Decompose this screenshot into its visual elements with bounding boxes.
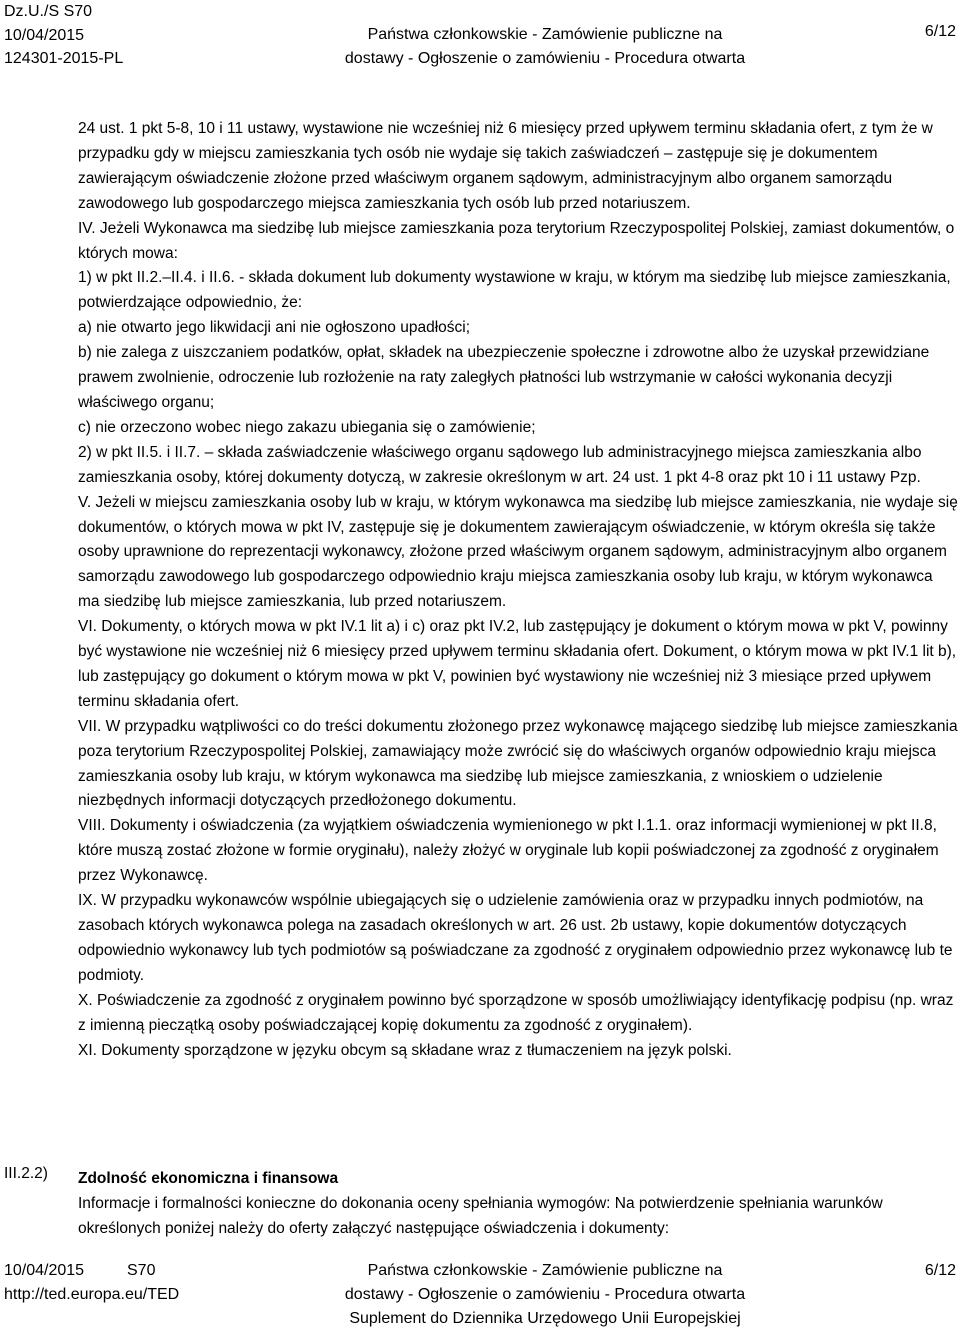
footer-series: S70 xyxy=(127,1262,156,1279)
header-title-line1: Państwa członkowskie - Zamówienie publiczne na xyxy=(367,26,723,43)
footer-title-line1: Państwa członkowskie - Zamówienie publiczne na xyxy=(367,1262,723,1279)
paragraph: a) nie otwarto jego likwidacji ani nie ogłoszono upadłości; xyxy=(78,319,471,337)
journal-ref: Dz.U./S S70 xyxy=(4,3,93,20)
paragraph: 2) w pkt II.5. i II.7. – składa zaświadczenie właściwego organu sądowego lub administracyjnego miejsca zamieszkania albo zamieszkania osoby, której dokumenty dotyczą, w zakresie określonym w art. 24 ust. 1 pkt 4-8 oraz pkt 10 i 11 ustawy Pzp. xyxy=(78,443,922,486)
page-header xyxy=(0,0,960,80)
page-footer xyxy=(0,1262,960,1334)
footer-page-number: 6/12 xyxy=(924,1262,956,1279)
paragraph: 1) w pkt II.2.–II.4. i II.6. - składa dokument lub dokumenty wystawione w kraju, w którym ma siedzibę lub miejsce zamieszkania, potwierdzające odpowiednio, że: xyxy=(78,269,951,312)
paragraph: XI. Dokumenty sporządzone w języku obcym są składane wraz z tłumaczeniem na język polski. xyxy=(78,1041,732,1059)
footer-url: http://ted.europa.eu/TED xyxy=(4,1286,180,1303)
paragraph: X. Poświadczenie za zgodność z oryginałem powinno być sporządzone w sposób umożliwiający identyfikację podpisu (np. wraz z imienną pieczątką osoby poświadczającej kopię dokumentu za zgodność z oryginałem). xyxy=(78,991,954,1034)
paragraph: VII. W przypadku wątpliwości co do treści dokumentu złożonego przez wykonawcę mającego siedzibę lub miejsce zamieszkania poza terytorium Rzeczypospolitej Polskiej, zamawiający może zwrócić się do właściwych organów odpowiednio kraju miejsca zamieszkania osoby lub kraju, w którym wykonawca ma siedzibę lub miejsce zamieszkania, z wnioskiem o udzielenie niezbędnych informacji dotyczących przedłożonego dokumentu. xyxy=(78,717,958,810)
section-block xyxy=(78,1167,958,1242)
notice-number: 124301-2015-PL xyxy=(4,50,124,67)
paragraph: 24 ust. 1 pkt 5-8, 10 i 11 ustawy, wystawione nie wcześniej niż 6 miesięcy przed upływem terminu składania ofert, z tym że w przypadku gdy w miejscu zamieszkania tych osób nie wydaje się takich zaświadczeń – zastępuje się je dokumentem zawierającym oświadczenie złożone przed właściwym organem sądowym, administracyjnym albo organem samorządu zawodowego lub gospodarczego miejsca zamieszkania tych osób lub przed notariuszem. xyxy=(78,120,933,212)
footer-date: 10/04/2015 xyxy=(4,1262,85,1279)
section-number: III.2.2) xyxy=(4,1165,48,1182)
paragraph: VIII. Dokumenty i oświadczenia (za wyjątkiem oświadczenia wymienionego w pkt I.1.1. oraz informacji wymienionej w pkt II.8, które muszą zostać złożone w formie oryginału), należy złożyć w oryginale lub kopii poświadczonej za zgodność z oryginałem przez Wykonawcę. xyxy=(78,817,939,885)
header-title-line2: dostawy - Ogłoszenie o zamówieniu - Procedura otwarta xyxy=(344,50,746,67)
section-text: Informacje i formalności konieczne do dokonania oceny spełniania wymogów: Na potwierdzenie spełniania warunków określonych poniżej należy do oferty załączyć następujące oświadczenia i dokumenty: xyxy=(78,1194,883,1237)
footer-supplement: Suplement do Dziennika Urzędowego Unii Europejskiej xyxy=(349,1310,741,1327)
paragraph: IX. W przypadku wykonawców wspólnie ubiegających się o udzielenie zamówienia oraz w przypadku innych podmiotów, na zasobach których wykonawca polega na zasadach określonych w art. 26 ust. 2b ustawy, kopie dokumentów dotyczących odpowiednio wykonawcy lub tych podmiotów są poświadczane za zgodność z oryginałem odpowiednio przez wykonawcę lub te podmioty. xyxy=(78,892,953,984)
paragraph: VI. Dokumenty, o których mowa w pkt IV.1 lit a) i c) oraz pkt IV.2, lub zastępujący je dokument o którym mowa w pkt V, powinny być wystawione nie wcześniej niż 6 miesięcy przed upływem terminu składania ofert. Dokument, o którym mowa w pkt IV.1 lit b), lub zastępujący go dokument o którym mowa w pkt V, powinien być wystawiony nie wcześniej niż 3 miesiące przed upływem terminu składania ofert. xyxy=(78,618,957,710)
paragraph: b) nie zalega z uiszczaniem podatków, opłat, składek na ubezpieczenie społeczne i zdrowotne albo że uzyskał przewidziane prawem zwolnienie, odroczenie lub rozłożenie na raty zaległych płatności lub wstrzymanie w całości wykonania decyzji właściwego organu; xyxy=(78,344,930,411)
header-left xyxy=(4,0,123,71)
header-page-number: 6/12 xyxy=(924,23,956,40)
paragraph: V. Jeżeli w miejscu zamieszkania osoby lub w kraju, w którym wykonawca ma siedzibę lub miejsce zamieszkania, nie wydaje się dokumentów, o których mowa w pkt IV, zastępuje się je dokumentem zawierającym oświadczenie, w którym określa się także osoby uprawnione do reprezentacji wykonawcy, złożone przed właściwym organem sądowym, administracyjnym albo organem samorządu zawodowego lub gospodarczego odpowiednio kraju miejsca zamieszkania osoby lub kraju, w którym wykonawca ma siedzibę lub miejsce zamieszkania, lub przed notariuszem. xyxy=(78,493,958,611)
header-date: 10/04/2015 xyxy=(4,26,85,44)
document-body xyxy=(78,117,958,1063)
paragraph: c) nie orzeczono wobec niego zakazu ubiegania się o zamówienie; xyxy=(78,418,536,436)
paragraph: IV. Jeżeli Wykonawca ma siedzibę lub miejsce zamieszkania poza terytorium Rzeczypospolitej Polskiej, zamiast dokumentów, o których mowa: xyxy=(78,219,955,262)
footer-title-line2: dostawy - Ogłoszenie o zamówieniu - Procedura otwarta xyxy=(344,1286,746,1303)
section-title: Zdolność ekonomiczna i finansowa xyxy=(78,1170,339,1187)
